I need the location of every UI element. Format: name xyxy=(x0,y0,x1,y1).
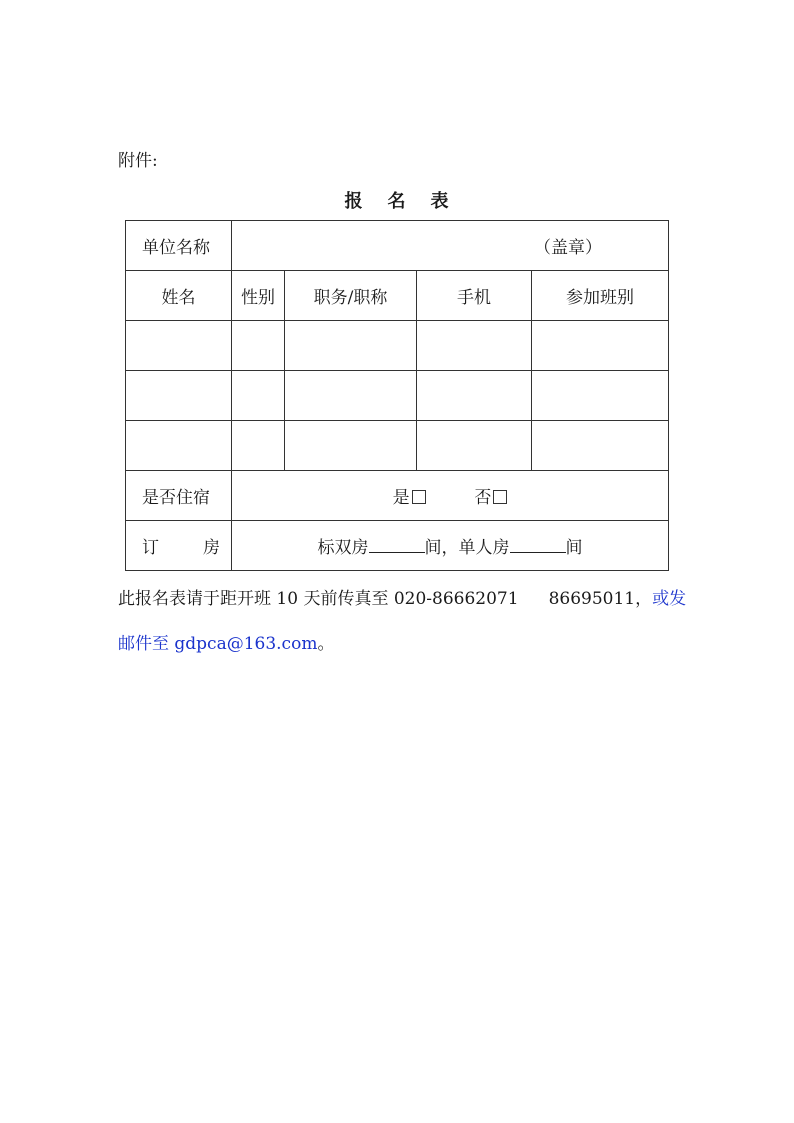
title-char: 名 xyxy=(387,191,407,212)
unit-label: 单位名称 xyxy=(126,221,232,271)
note-email[interactable]: 邮件至 gdpca@163.com xyxy=(118,634,318,654)
single-room-count-field[interactable] xyxy=(510,538,566,553)
form-title xyxy=(0,187,794,213)
class-cell[interactable] xyxy=(532,321,669,371)
room-label-char: 订 xyxy=(142,538,159,558)
name-cell[interactable] xyxy=(126,321,232,371)
submission-note xyxy=(118,577,698,667)
title-char: 报 xyxy=(344,191,364,212)
lodging-row xyxy=(126,471,669,521)
gender-cell[interactable] xyxy=(232,371,285,421)
title-char: 表 xyxy=(430,191,450,212)
room-unit: 间 xyxy=(565,538,583,558)
header-title: 职务/职称 xyxy=(285,271,417,321)
lodging-no-checkbox[interactable] xyxy=(493,490,507,504)
room-label xyxy=(126,521,232,571)
room-options xyxy=(232,521,669,571)
double-room-count-field[interactable] xyxy=(369,538,425,553)
header-row xyxy=(126,271,669,321)
unit-row xyxy=(126,221,669,271)
table-row xyxy=(126,371,669,421)
gender-cell[interactable] xyxy=(232,421,285,471)
lodging-yes-label: 是 xyxy=(392,488,410,508)
note-fax: 此报名表请于距开班 10 天前传真至 020-86662071 xyxy=(118,589,519,609)
header-gender: 性别 xyxy=(232,271,285,321)
lodging-yes-checkbox[interactable] xyxy=(412,490,426,504)
gender-cell[interactable] xyxy=(232,321,285,371)
name-cell[interactable] xyxy=(126,421,232,471)
lodging-label: 是否住宿 xyxy=(126,471,232,521)
phone-cell[interactable] xyxy=(417,371,532,421)
note-fax2: 86695011， xyxy=(548,589,653,609)
phone-cell[interactable] xyxy=(417,421,532,471)
title-cell[interactable] xyxy=(285,421,417,471)
room-label-char: 房 xyxy=(203,538,220,558)
unit-name-field[interactable] xyxy=(232,221,669,271)
title-cell[interactable] xyxy=(285,371,417,421)
header-name: 姓名 xyxy=(126,271,232,321)
class-cell[interactable] xyxy=(532,421,669,471)
attachment-label: 附件: xyxy=(118,151,158,171)
header-class: 参加班别 xyxy=(532,271,669,321)
name-cell[interactable] xyxy=(126,371,232,421)
single-room-label: 间，单人房 xyxy=(424,538,510,558)
class-cell[interactable] xyxy=(532,371,669,421)
table-row xyxy=(126,421,669,471)
title-cell[interactable] xyxy=(285,321,417,371)
note-or-send: 或发 xyxy=(652,589,687,609)
room-row xyxy=(126,521,669,571)
registration-table xyxy=(125,220,669,571)
header-phone: 手机 xyxy=(417,271,532,321)
seal-text: （盖章） xyxy=(534,238,602,258)
lodging-no-label: 否 xyxy=(474,488,492,508)
phone-cell[interactable] xyxy=(417,321,532,371)
note-end: 。 xyxy=(317,634,335,654)
double-room-label: 标双房 xyxy=(317,538,369,558)
lodging-options xyxy=(232,471,669,521)
table-row xyxy=(126,321,669,371)
